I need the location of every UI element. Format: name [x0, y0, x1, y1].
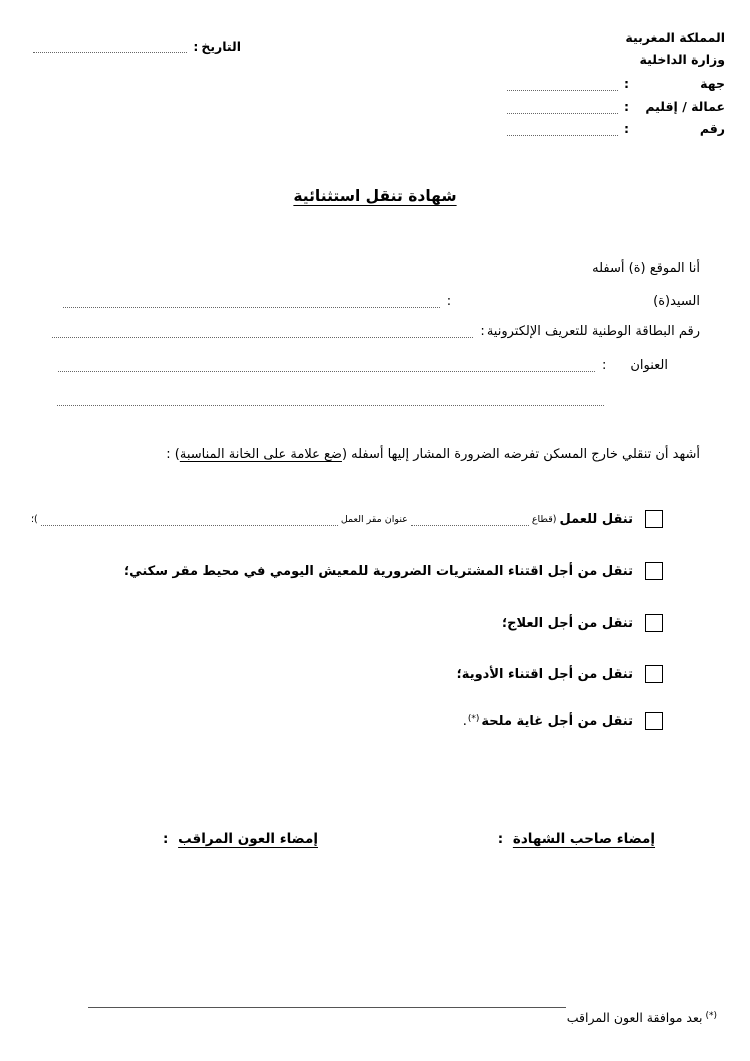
province-row	[507, 94, 725, 116]
region-colon: :	[624, 76, 629, 92]
name-colon: :	[446, 294, 452, 309]
footnote-asterisk: (*)	[705, 1011, 717, 1021]
number-row	[507, 117, 725, 139]
address-fill-line-2[interactable]	[57, 392, 604, 406]
signature-agent	[163, 831, 318, 847]
province-label: عمالة / إقليم	[645, 98, 725, 114]
number-fill-line[interactable]	[507, 134, 618, 136]
id-fill-line[interactable]	[52, 336, 473, 338]
checkbox-treatment[interactable]	[645, 614, 663, 632]
number-label: رقم	[699, 120, 725, 136]
address-row	[58, 356, 668, 375]
checkbox-urgent[interactable]	[645, 712, 663, 730]
work-address-fill-line[interactable]	[41, 524, 338, 526]
reason-urgent-label: تنقل من أجل غاية ملحة	[481, 714, 633, 729]
province-fill-line[interactable]	[507, 112, 618, 114]
reason-row-groceries	[28, 562, 663, 581]
attestation-prefix: أشهد أن تنقلي خارج المسكن تفرضه الضرورة المشار إليها أسفله (	[341, 447, 700, 462]
date-fill-line[interactable]	[33, 51, 187, 53]
region-row	[507, 72, 725, 94]
checkbox-medicines[interactable]	[645, 665, 663, 683]
region-fill-line[interactable]	[507, 89, 618, 91]
reason-urgent-period: .	[462, 714, 467, 729]
signature-agent-colon: :	[163, 831, 169, 847]
reason-row-medicines	[28, 665, 663, 684]
name-fill-line[interactable]	[63, 306, 440, 308]
kingdom-title: المملكة المغربية	[625, 30, 725, 45]
region-label: جهة	[700, 76, 725, 92]
date-colon: :	[193, 39, 199, 54]
footnote	[567, 1009, 717, 1029]
reason-treatment-label: تنقل من أجل العلاج؛	[501, 616, 633, 631]
reason-row-work	[28, 510, 663, 529]
checkbox-groceries[interactable]	[645, 562, 663, 580]
reason-row-urgent	[28, 712, 663, 731]
date-row	[33, 37, 241, 56]
header-block	[507, 27, 725, 139]
reason-medicines-label: تنقل من أجل اقتناء الأدوية؛	[456, 667, 633, 682]
signature-holder-label: إمضاء صاحب الشهادة	[512, 831, 655, 847]
intro-line: أنا الموقع (ة) أسفله	[592, 261, 700, 276]
ministry-title: وزارة الداخلية	[639, 52, 725, 68]
signature-holder	[498, 831, 655, 847]
reason-groceries-label: تنقل من أجل اقتناء المشتريات الضرورية للمعيش اليومي في محيط مقر سكني؛	[123, 564, 633, 579]
reason-urgent-asterisk: (*)	[467, 714, 480, 724]
address-colon: :	[601, 358, 607, 373]
date-label: التاريخ	[201, 39, 241, 54]
id-label: رقم البطاقة الوطنية للتعريف الإلكترونية	[486, 324, 700, 339]
sector-fill-line[interactable]	[411, 524, 529, 526]
signature-holder-colon: :	[497, 831, 504, 847]
reason-work-label: تنقل للعمل	[559, 512, 633, 527]
attestation-suffix: ) :	[166, 447, 180, 462]
name-row	[63, 292, 700, 311]
work-address-label: عنوان مقر العمل	[340, 514, 408, 525]
footnote-divider	[88, 1007, 566, 1008]
address-fill-line[interactable]	[58, 370, 595, 372]
checkbox-work[interactable]	[645, 510, 663, 528]
footnote-text: بعد موافقة العون المراقب	[566, 1010, 703, 1025]
reason-row-treatment	[28, 614, 663, 633]
address-label: العنوان	[630, 358, 668, 373]
title-wrap	[0, 186, 750, 205]
attestation-underlined: ضع علامة على الخانة المناسبة	[179, 447, 342, 462]
name-label: السيد(ة)	[653, 294, 700, 309]
number-colon: :	[624, 120, 629, 136]
id-row	[52, 322, 700, 341]
reason-work-suffix: )؛	[31, 514, 38, 525]
page-title: شهادة تنقل استثنائية	[293, 187, 457, 205]
attestation-line	[166, 445, 700, 464]
province-colon: :	[624, 98, 629, 114]
signature-agent-label: إمضاء العون المراقب	[178, 831, 318, 847]
id-colon: :	[480, 324, 485, 339]
reason-work-sector-prefix: (قطاع	[531, 514, 557, 525]
